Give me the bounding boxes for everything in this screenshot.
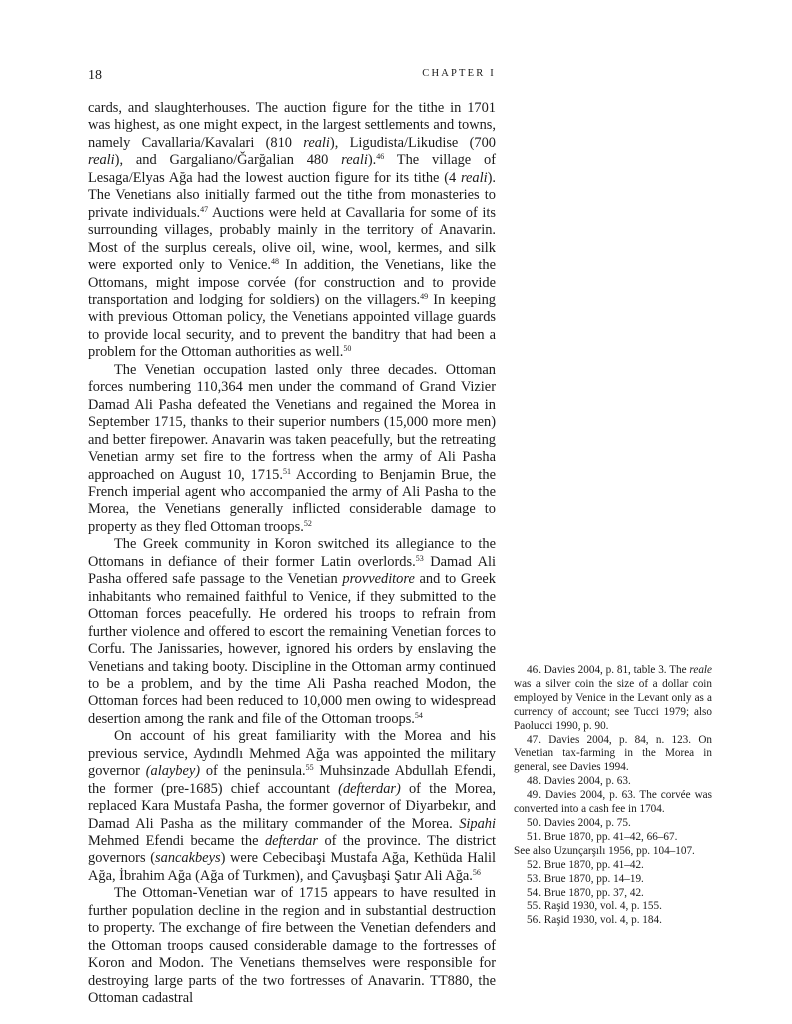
text-run: was a silver coin the size of a dollar coin employed by Venice in the Levant only as a currency of account; see Tucci 1979; also Paolucci 1990, p. 90. [514,677,712,732]
footnote-56: 56. Raşid 1930, vol. 4, p. 184. [527,914,662,927]
text-run: On account of his great familiarity with the Morea and his previous service, Aydındlı Mehmed Ağa was appointed the military governor [88,728,496,780]
text-run: The Venetian occupation lasted only three decades. Ottoman forces numbering 110,364 men under the command of Grand Vizier Damad Ali Pasha defeated the Venetians and regained the Morea in September 1715, thanks to their superior numbers (15,000 more men) and better firepower. Anavarin was taken peacefully, but the retreating Venetian army set fire to the fortress when the army of Ali Pasha approached on August 10, 1715. [88,361,496,483]
text-run: ), and Gargaliano/Ğarğalian 480 [114,152,342,169]
footnote-51-continued: See also Uzunçarşılı 1956, pp. 104–107. [514,844,695,857]
footnote-55: 55. Raşid 1930, vol. 4, p. 155. [527,900,662,913]
main-text-column [88,100,496,1008]
text-run: Auctions were held at Cavallaria for some of its surrounding villages, probably mainly in the territory of Anavarin. Most of the surplus cereals, olive oil, wine, wool, kermes, and silk were exported only to Venice. [88,204,496,274]
italic-term: sancakbeys [155,850,221,867]
italic-term: Sipahi [459,815,496,832]
text-run: Mehmed Efendi became the [88,833,265,850]
footnote-ref[interactable]: 54 [414,710,423,720]
footnote-ref[interactable]: 51 [282,466,291,476]
italic-term: reali [303,134,330,151]
footnote-ref[interactable]: 52 [303,518,312,528]
footnote-48: 48. Davies 2004, p. 63. [527,775,631,788]
text-run: ). The Venetians also initially farmed out the tithe from monasteries to private individuals. [88,169,496,221]
footnote-47: 47. Davies 2004, p. 84, n. 123. On Venetian tax-farming in the Morea in general, see Davies 1994. [514,733,712,774]
paragraph-1 [88,100,496,362]
italic-term: (defterdar) [338,780,401,797]
text-run: of the Morea, replaced Kara Mustafa Pasha, the former governor of Diyarbekır, and Damad Ali Pasha as the military commander of the Morea. [88,780,496,832]
italic-term: (alaybey) [145,763,201,780]
footnote-52: 52. Brue 1870, pp. 41–42. [527,858,644,871]
footnote-51: 51. Brue 1870, pp. 41–42, 66–67. [527,830,678,843]
footnote-ref[interactable]: 47 [200,204,209,214]
footnote-ref[interactable]: 48 [271,257,280,267]
running-head: CHAPTER I [422,68,496,79]
footnote-53: 53. Brue 1870, pp. 14–19. [527,872,644,885]
text-run: ). [367,152,377,169]
footnote-50: 50. Davies 2004, p. 75. [527,816,631,829]
text-run: Damad Ali Pasha offered safe passage to the Venetian [88,553,496,588]
italic-term: reali [460,169,488,186]
text-run: cards, and slaughterhouses. The auction figure for the tithe in 1701 was highest, as one might expect, in the largest settlements and towns, namely Cavallaria/Kavalari (810 [88,100,496,151]
italic-term: reali [341,152,368,169]
footnote-ref[interactable]: 53 [415,553,424,563]
italic-term: reale [689,664,712,676]
footnotes-column [514,664,712,928]
footnote-ref[interactable]: 56 [472,867,481,877]
footnote-54: 54. Brue 1870, pp. 37, 42. [527,886,644,899]
text-run: of the province. The district governors ( [88,833,496,867]
footnote-46 [514,664,712,734]
paragraph-2 [88,362,496,537]
footnote-ref[interactable]: 49 [420,291,429,301]
text-run: of the peninsula. [200,763,306,780]
page-header [88,68,496,90]
footnote-ref[interactable]: 50 [343,344,352,354]
paragraph-4 [88,728,496,885]
italic-term: defterdar [264,833,318,850]
text-run: In keeping with previous Ottoman policy, the Venetians appointed village guards to provide local security, and to prevent the banditry that had been a problem for the Ottoman authorities as well. [88,291,496,361]
text-run: In addition, the Venetians, like the Ottomans, might impose corvée (for construction and to provide transportation and lodging for soldiers) on the villagers. [88,257,497,308]
text-run: Muhsinzade Abdullah Efendi, the former (pre-1685) chief accountant [88,763,496,797]
italic-term: reali [88,152,115,169]
page-number: 18 [88,68,102,83]
paragraph-5 [88,885,496,1007]
text-run: ) were Cebecibaşi Mustafa Ağa, Kethüda Halil Ağa, İbrahim Ağa (Ağa of Turkmen), and Çavuşbaşi Şatır Ali Ağa. [88,850,496,884]
paragraph-3 [88,536,496,728]
text-run: The Greek community in Koron switched its allegiance to the Ottomans in defiance of their former Latin overlords. [88,536,496,570]
footnote-49: 49. Davies 2004, p. 63. The corvée was converted into a cash fee in 1704. [514,789,712,816]
footnote-ref[interactable]: 55 [305,763,314,773]
text-run: 46. Davies 2004, p. 81, table 3. The [527,664,690,676]
text-run: and to Greek inhabitants who remained faithful to Venice, if they submitted to the Ottoman forces peacefully. He ordered his troops to refrain from further violence and offered to escort the remaining Venetian forces to Corfu. The Janissaries, however, ignored his orders by enslaving the Venetians and taking booty. Discipline in the Ottoman army continued to be a problem, and by the time Ali Pasha reached Modon, the Ottoman forces had been reduced to 10,000 men owing to widespread desertion among the rank and file of the Ottoman troops. [88,571,496,727]
text-run: The Ottoman-Venetian war of 1715 appears to have resulted in further population decline in the region and in substantial destruction to property. The exchange of fire between the Venetian defenders and the Ottoman troops caused considerable damage to the fortresses of Koron and Modon. The Venetians themselves were responsible for destroying large parts of the two fortresses of Anavarin. TT880, the Ottoman cadastral [88,885,496,1007]
text-run: ), Ligudista/Likudise (700 [329,134,496,151]
text-run: The village of Lesaga/Elyas Ağa had the lowest auction figure for its tithe (4 [88,152,496,186]
italic-term: provveditore [342,571,415,588]
footnote-ref[interactable]: 46 [376,152,385,162]
text-run: According to Benjamin Brue, the French imperial agent who accompanied the army of Ali Pasha to the Morea, the Venetians generally inflicted considerable damage to property as they fled Ottoman troops. [88,466,497,535]
